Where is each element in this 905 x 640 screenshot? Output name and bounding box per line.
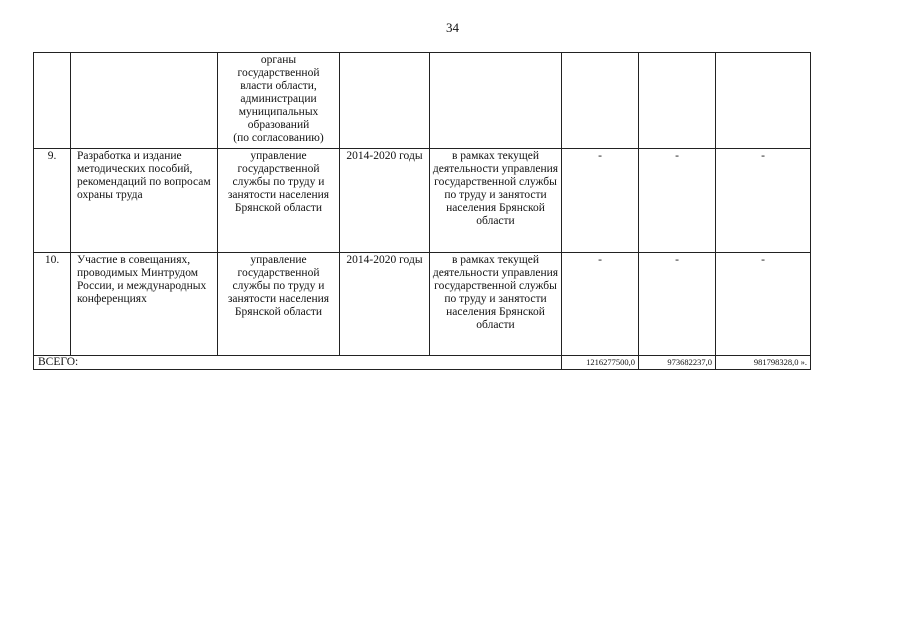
executor-line: администрации [240, 93, 317, 105]
value-1: - [562, 149, 639, 253]
total-value-3: 981798328,0 ». [716, 356, 811, 370]
cell-source [430, 53, 562, 149]
executor-line: муниципальных [238, 106, 319, 118]
activities-table [33, 52, 811, 370]
total-value-2: 973682237,0 [639, 356, 716, 370]
executor-line: образований [247, 119, 310, 131]
period: 2014-2020 годы [340, 253, 430, 356]
cell-value-1 [562, 53, 639, 149]
page-number: 34 [446, 20, 459, 35]
value-3: - [716, 253, 811, 356]
activity-name: Участие в совещаниях, проводимых Минтрудом России, и международных конференциях [71, 253, 218, 356]
row-number: 9. [34, 149, 71, 253]
executor-line: органы [260, 54, 297, 66]
funding-source: в рамках текущей деятельности управления государственной службы по труду и занятости населения Брянской области [430, 149, 562, 253]
executor-line: государственной [237, 67, 320, 79]
activity-name: Разработка и издание методических пособий, рекомендаций по вопросам охраны труда [71, 149, 218, 253]
executor: управление государственной службы по труду и занятости населения Брянской области [218, 149, 340, 253]
total-row [34, 356, 811, 370]
cell-value-3 [716, 53, 811, 149]
executor-line: (по согласованию) [233, 132, 324, 144]
value-1: - [562, 253, 639, 356]
table-row [34, 149, 811, 253]
value-2: - [639, 149, 716, 253]
executor-line: власти области, [240, 80, 317, 92]
funding-source: в рамках текущей деятельности управления государственной службы по труду и занятости населения Брянской области [430, 253, 562, 356]
total-value-1: 1216277500,0 [562, 356, 639, 370]
value-3: - [716, 149, 811, 253]
period: 2014-2020 годы [340, 149, 430, 253]
row-number: 10. [34, 253, 71, 356]
cell-value-2 [639, 53, 716, 149]
table-row [34, 253, 811, 356]
cell-name [71, 53, 218, 149]
value-2: - [639, 253, 716, 356]
cell-num [34, 53, 71, 149]
table-row-continuation [34, 53, 811, 149]
executor: управление государственной службы по труду и занятости населения Брянской области [218, 253, 340, 356]
cell-period [340, 53, 430, 149]
cell-executor [218, 53, 340, 149]
total-label: ВСЕГО: [34, 356, 562, 370]
